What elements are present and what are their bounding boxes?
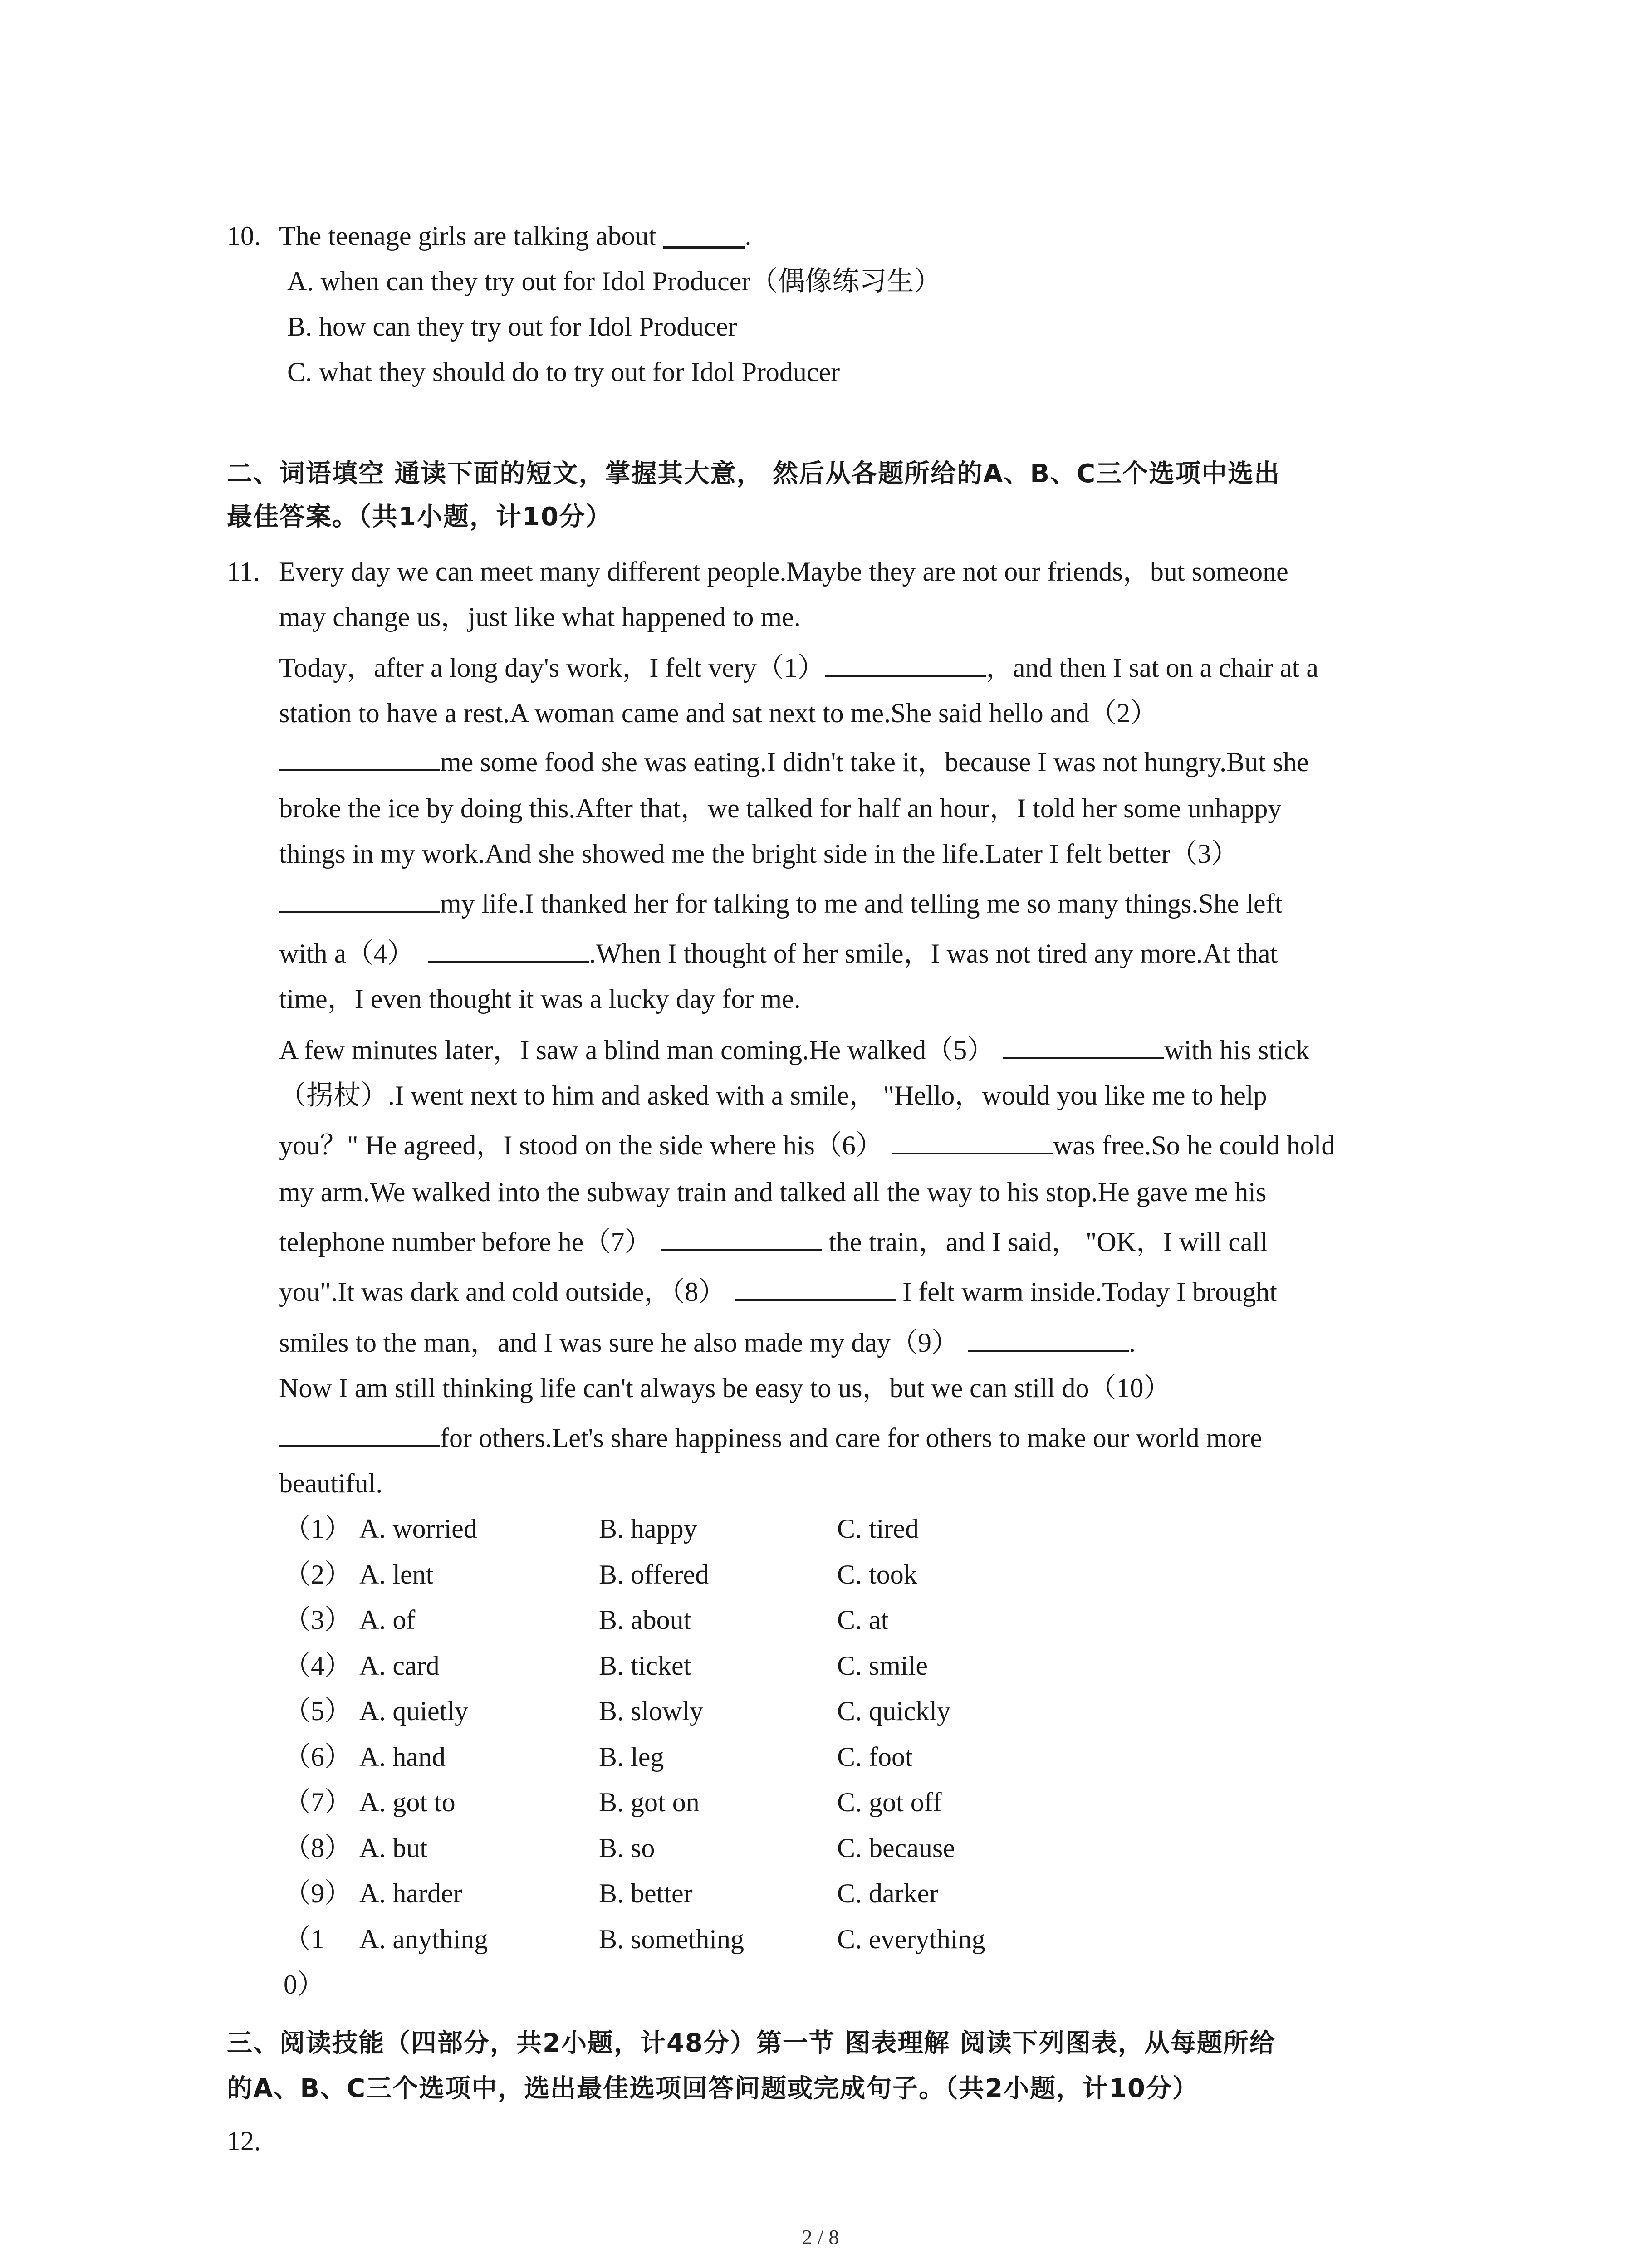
option-index: （1 [284,1924,324,1954]
option-b: B. offered [599,1559,709,1589]
passage-text: Every day we can meet many different people.Maybe they are not our friends，but someone [279,557,1288,587]
passage-line [279,1420,1262,1456]
passage-line: my arm.We walked into the subway train and talked all the way to his stop.He gave me his [279,1177,1267,1207]
passage-line [279,885,1282,922]
passage-line [279,1127,1335,1163]
option-c: C. got off [837,1787,942,1817]
option-c: C. took [837,1559,917,1589]
option-b: B. leg [599,1741,664,1772]
option-b: B. so [599,1833,655,1863]
question-10-stem [227,218,751,254]
option-b: B. something [599,1924,745,1954]
passage-line [279,650,1318,686]
option-b: B. better [599,1878,693,1908]
option-a: A. worried [359,1514,477,1544]
option-index: （9） [284,1878,352,1908]
passage-text: Today，after a long day's work，I felt very（1） [279,653,825,683]
passage-line [279,1224,1268,1260]
question-10-option-b: B. how can they try out for Idol Producer [287,312,737,342]
page-number: 2 / 8 [802,2225,839,2248]
option-index: （4） [284,1650,352,1681]
option-c: C. tired [837,1514,919,1544]
option-c: C. at [837,1605,889,1635]
option-b: B. slowly [599,1696,704,1726]
section-3-heading-line2: 的A、B、C三个选项中，选出最佳选项回答问题或完成句子。（共2小题，计10分） [227,2074,1199,2103]
option-c: C. quickly [837,1696,950,1726]
passage-line: may change us，just like what happened to me. [279,602,801,632]
stem-end: . [745,221,752,251]
blank-1 [825,650,986,677]
question-number: 11. [227,557,260,587]
passage-text: A few minutes later，I saw a blind man coming.He walked（5） [279,1035,994,1065]
option-c: C. smile [837,1650,928,1681]
option-a: A. hand [359,1741,446,1772]
option-a: A. got to [359,1787,456,1817]
blank-5 [1003,1032,1164,1059]
passage-text: . [1129,1328,1136,1358]
option-a: A. card [359,1650,440,1681]
question-10-option-a: A. when can they try out for Idol Producer（偶像练习生） [287,266,941,296]
passage-line: station to have a rest.A woman came and sat next to me.She said hello and（2） [279,698,1158,728]
passage-line [279,1325,1136,1361]
passage-text: with a（4） [279,938,415,968]
passage-text: you".It was dark and cold outside，（8） [279,1277,726,1307]
blank-3 [279,885,440,913]
passage-line [279,1032,1309,1068]
option-a: A. but [359,1833,427,1863]
section-2-heading-line2: 最佳答案。（共1小题，计10分） [227,502,612,532]
option-c: C. because [837,1833,955,1863]
passage-text: telephone number before he（7） [279,1227,652,1257]
blank-text: ______ [663,221,745,251]
passage-text: me some food she was eating.I didn't take it，because I was not hungry.But she [440,747,1309,777]
option-c: C. everything [837,1924,985,1954]
option-10-index-tail: 0） [284,1970,324,1999]
passage-line: （拐杖）.I went next to him and asked with a smile， "Hello，would you like me to help [279,1080,1267,1110]
question-11-line [227,553,1288,590]
passage-line: beautiful. [279,1468,383,1498]
passage-line [279,935,1278,972]
passage-text: the train，and I said， "OK，I will call [822,1227,1268,1257]
option-b: B. happy [599,1514,697,1544]
question-12-number: 12. [227,2126,261,2156]
passage-line [279,744,1309,780]
passage-text: I felt warm inside.Today I brought [896,1277,1277,1307]
blank-8 [735,1274,896,1301]
passage-line: Now I am still thinking life can't always be easy to us，but we can still do（10） [279,1373,1171,1403]
option-index: （8） [284,1833,352,1863]
option-a: A. harder [359,1878,462,1908]
option-a: A. quietly [359,1696,468,1726]
passage-text: ，and then I sat on a chair at a [985,653,1318,683]
passage-text: you？" He agreed，I stood on the side where his（6） [279,1130,883,1160]
blank-9 [968,1325,1129,1352]
option-c: C. darker [837,1878,939,1908]
passage-text: my life.I thanked her for talking to me and telling me so many things.She left [440,889,1283,919]
option-index: （5） [284,1696,352,1726]
option-index: （7） [284,1787,352,1817]
passage-text: for others.Let's share happiness and care for others to make our world more [440,1423,1262,1453]
option-a: A. anything [359,1924,488,1954]
passage-line: broke the ice by doing this.After that，we talked for half an hour，I told her some unhappy [279,793,1282,823]
option-index: （1） [284,1514,352,1544]
blank-6 [892,1127,1053,1154]
passage-text: smiles to the man，and I was sure he also made my day（9） [279,1328,959,1358]
passage-line [279,1274,1277,1310]
blank-10 [279,1420,440,1447]
question-number: 10. [227,221,261,251]
question-10-option-c: C. what they should do to try out for Idol Producer [287,357,840,387]
option-a: A. lent [359,1559,434,1589]
stem-text: The teenage girls are talking about [279,221,663,251]
option-b: B. ticket [599,1650,691,1681]
option-a: A. of [359,1605,416,1635]
option-b: B. got on [599,1787,700,1817]
blank-4 [428,935,589,963]
blank-7 [661,1224,822,1251]
option-b: B. about [599,1605,691,1635]
option-index: （2） [284,1559,352,1589]
section-3-heading-line1: 三、阅读技能（四部分，共2小题，计48分）第一节 图表理解 阅读下列图表，从每题所给 [227,2028,1276,2058]
passage-line: things in my work.And she showed me the bright side in the life.Later I felt better（3） [279,839,1239,869]
passage-text: was free.So he could hold [1053,1130,1335,1160]
option-c: C. foot [837,1741,913,1772]
option-index: （6） [284,1741,352,1772]
section-2-heading-line1: 二、词语填空 通读下面的短文，掌握其大意， 然后从各题所给的A、B、C三个选项中选出 [227,459,1281,489]
option-index: （3） [284,1605,352,1635]
blank-2 [279,744,440,771]
passage-text: .When I thought of her smile，I was not tired any more.At that [589,938,1278,968]
passage-line: time，I even thought it was a lucky day for me. [279,984,801,1014]
passage-text: with his stick [1164,1035,1310,1065]
